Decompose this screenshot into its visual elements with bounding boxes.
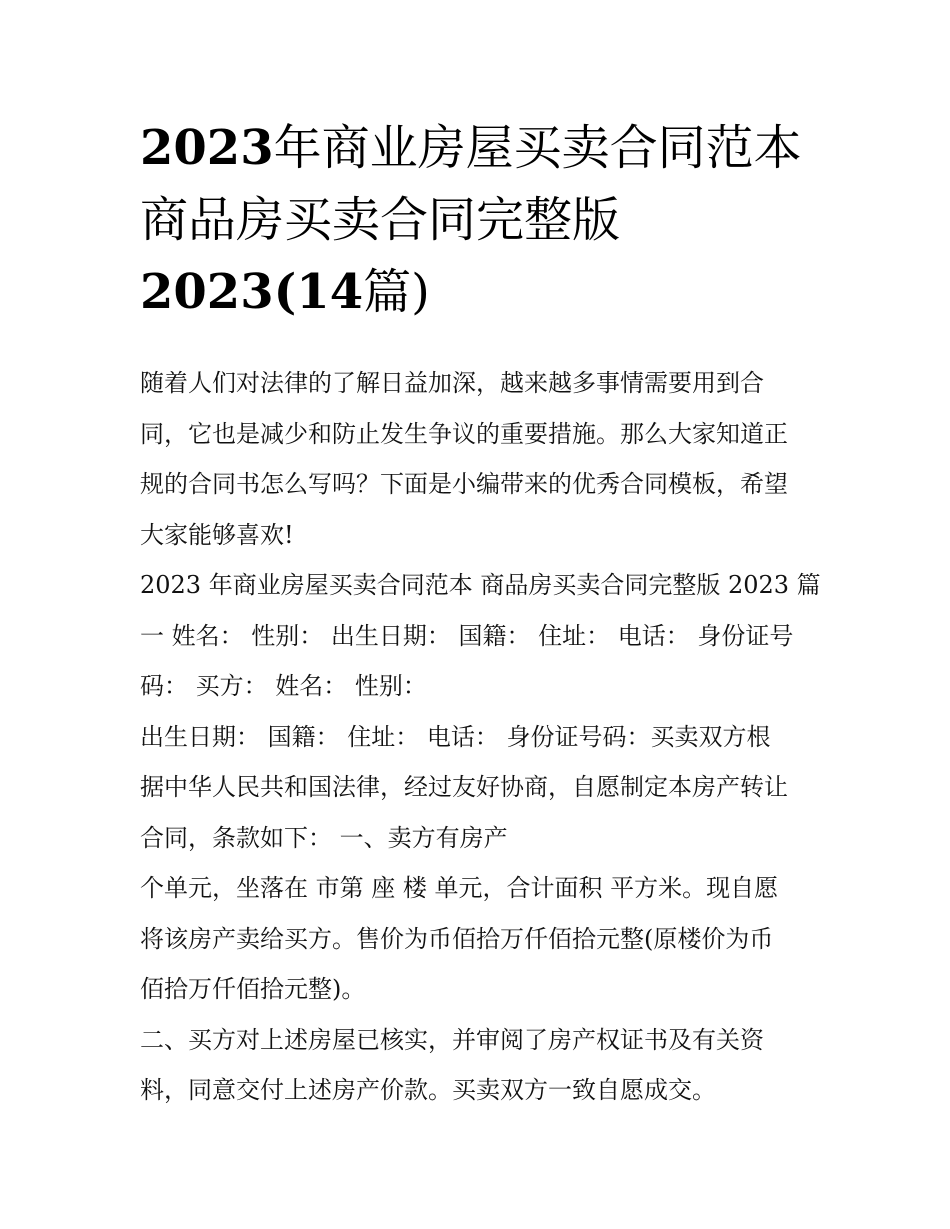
title-line-3 [140, 256, 820, 328]
body-line: 据中华人民共和国法律，经过友好协商，自愿制定本房产转让 [140, 773, 788, 801]
body-line: 佰拾万仟佰拾元整)。 [140, 975, 366, 1003]
body-line: 2023 年商业房屋买卖合同范本 商品房买卖合同完整版 2023 篇 [140, 571, 821, 599]
body-line: 码： 买方： 姓名： 性别： [140, 672, 427, 700]
body-line: 一 姓名： 性别： 出生日期： 国籍： 住址： 电话： 身份证号 [140, 621, 794, 650]
document-title [140, 112, 820, 328]
title-count: 2023(14 [140, 264, 364, 320]
title-line-1 [140, 112, 820, 184]
body-line: 随着人们对法律的了解日益加深，越来越多事情需要用到合 [140, 369, 764, 397]
body-line: 大家能够喜欢! [140, 520, 294, 549]
document-body [140, 358, 830, 1116]
title-line-2 [140, 184, 820, 256]
title-text-1: 年商业房屋买卖合同范本 [273, 120, 802, 176]
body-line: 二、买方对上述房屋已核实，并审阅了房产权证书及有关资 [140, 1025, 764, 1054]
body-line: 合同，条款如下： 一、卖方有房产 [140, 823, 508, 852]
title-text-3: 篇) [363, 264, 430, 320]
body-line: 料，同意交付上述房产价款。买卖双方一致自愿成交。 [140, 1076, 716, 1104]
title-text-2: 商品房买卖合同完整版 [140, 192, 621, 248]
title-year: 2023 [140, 120, 274, 176]
body-line: 规的合同书怎么写吗？下面是小编带来的优秀合同模板，希望 [140, 470, 788, 498]
body-line: 个单元，坐落在 市第 座 楼 单元，合计面积 平方米。现自愿 [140, 874, 779, 902]
body-line: 将该房产卖给买方。售价为币佰拾万仟佰拾元整(原楼价为币 [140, 924, 774, 953]
body-line: 出生日期： 国籍： 住址： 电话： 身份证号码：买卖双方根 [140, 722, 771, 751]
body-line: 同，它也是减少和防止发生争议的重要措施。那么大家知道正 [140, 419, 788, 448]
